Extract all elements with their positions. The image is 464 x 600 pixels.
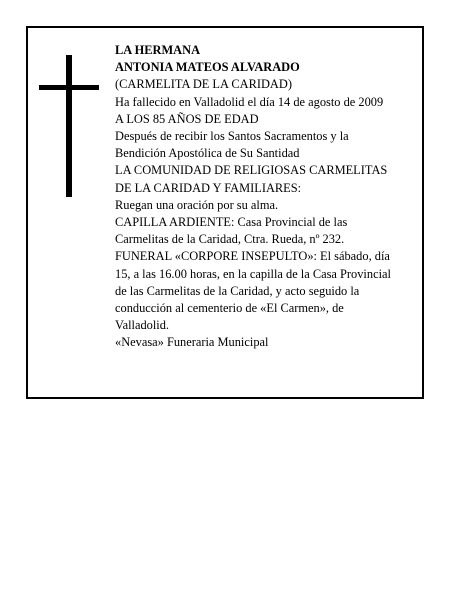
deceased-name: ANTONIA MATEOS ALVARADO (115, 60, 300, 75)
obituary-notice (26, 26, 424, 399)
funeral-line-1: FUNERAL «CORPORE INSEPULTO»: El sábado, día (115, 249, 390, 264)
funeral-line-4: conducción al cementerio de «El Carmen», de (115, 301, 344, 316)
chapel-line-1: CAPILLA ARDIENTE: Casa Provincial de las (115, 215, 348, 230)
community-line-1: LA COMUNIDAD DE RELIGIOSAS CARMELITAS (115, 163, 388, 178)
notice-text (115, 42, 421, 352)
prayer-request: Ruegan una oración por su alma. (115, 197, 279, 212)
religious-order: (CARMELITA DE LA CARIDAD) (115, 77, 292, 92)
notice-heading: LA HERMANA (115, 43, 201, 57)
funeral-line-3: de las Carmelitas de la Caridad, y acto seguido la (115, 283, 360, 298)
community-line-2: DE LA CARIDAD Y FAMILIARES: (115, 180, 302, 195)
sacraments-line-1: Después de recibir los Santos Sacramentos y la (115, 129, 349, 144)
funeral-home: «Nevasa» Funeraria Municipal (115, 335, 269, 350)
sacraments-line-2: Bendición Apostólica de Su Santidad (115, 146, 300, 161)
death-announcement: Ha fallecido en Valladolid el día 14 de agosto de 2009 (115, 94, 384, 109)
age-line: A LOS 85 AÑOS DE EDAD (115, 111, 259, 126)
chapel-line-2: Carmelitas de la Caridad, Ctra. Rueda, nº 232. (115, 232, 345, 247)
funeral-line-5: Valladolid. (115, 318, 170, 333)
funeral-line-2: 15, a las 16.00 horas, en la capilla de la Casa Provincial (115, 266, 391, 281)
cross-horizontal-bar (39, 85, 99, 90)
cross-vertical-bar (66, 55, 72, 197)
